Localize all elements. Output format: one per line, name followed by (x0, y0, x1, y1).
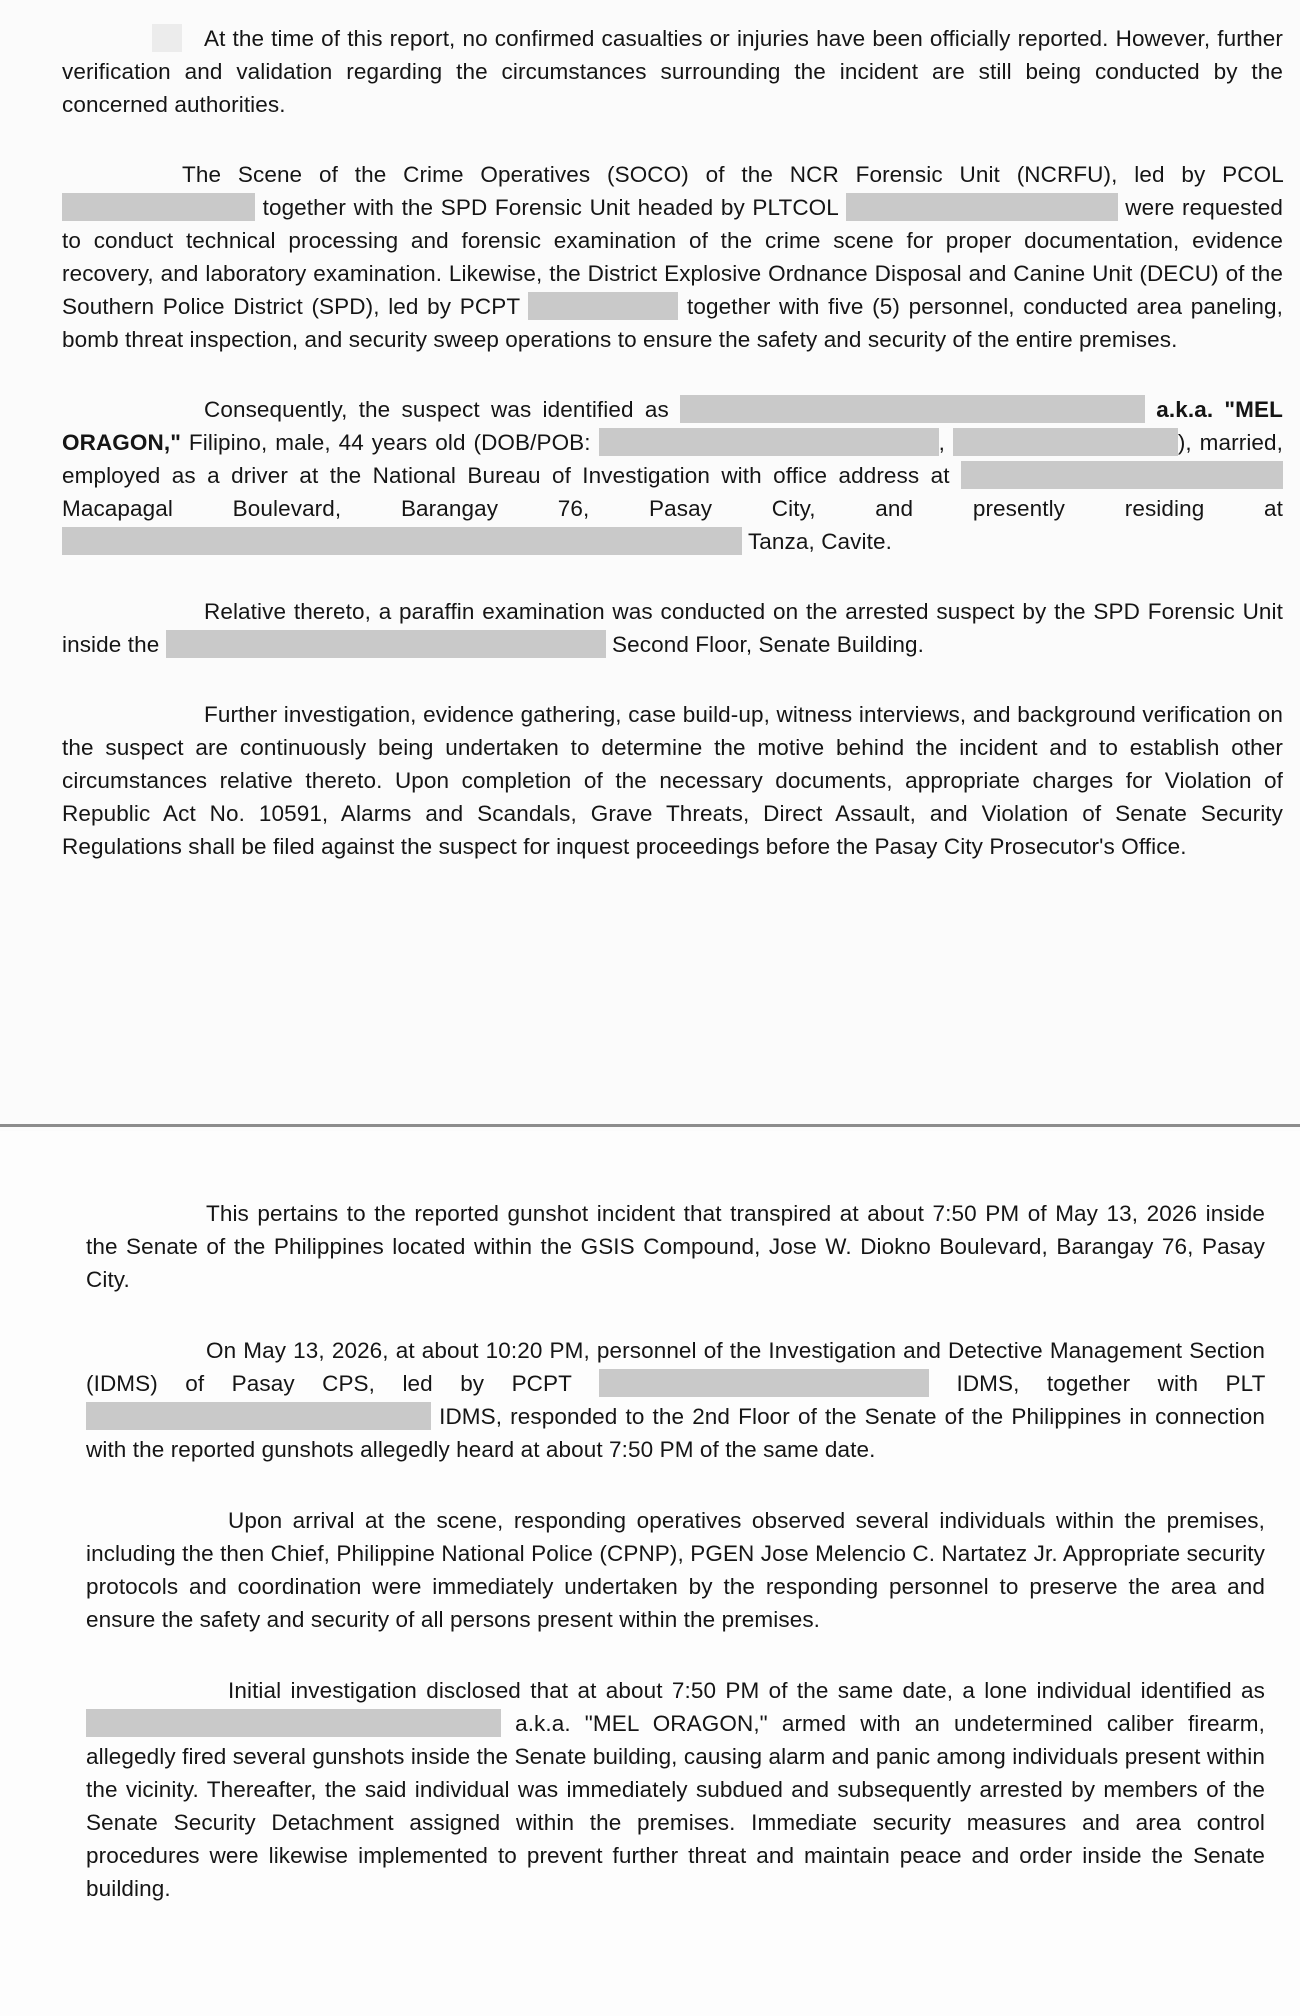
page-divider (0, 1124, 1300, 1127)
suspect-text-6: Tanza, Cavite. (747, 529, 892, 554)
initial-investigation-paragraph (86, 1674, 1265, 1905)
redaction-box (152, 24, 182, 52)
initial-investigation-text-1: Initial investigation disclosed that at about 7:50 PM of the same date, a lone individual identified as (228, 1678, 1265, 1703)
redaction-box (953, 428, 1178, 456)
initial-investigation-text-2: a.k.a. "MEL ORAGON," armed with an undetermined caliber firearm, allegedly fired several gunshots inside the Senate building, causing alarm and panic among individuals present within the vicinity. Thereafter, the said individual was immediately subdued and subsequently arrested by members of the Senate Security Detachment assigned within the premises. Immediate security measures and area control procedures were likewise implemented to prevent further threat and maintain peace and order inside the Senate building. (86, 1711, 1266, 1901)
idms-text-2: IDMS, together with PLT (956, 1371, 1266, 1396)
soco-text-4: together with five (5) personnel, conducted area paneling, bomb threat inspection, and security sweep operations to ensure the safety and security of the entire premises. (62, 294, 1283, 352)
redaction-box (680, 395, 1145, 423)
lower-column (86, 1197, 1265, 1905)
arrival-text: Upon arrival at the scene, responding operatives observed several individuals within the premises, including the then Chief, Philippine National Police (CPNP), PGEN Jose Melencio C. Nartatez Jr. Appropriate security protocols and coordination were immediately undertaken by the responding personnel to preserve the area and ensure the safety and security of all persons present within the premises. (86, 1508, 1265, 1632)
gunshot-incident-paragraph (86, 1197, 1265, 1296)
casualties-paragraph (62, 22, 1283, 121)
soco-text-2: together with the SPD Forensic Unit headed by PLTCOL (262, 195, 839, 220)
redaction-box (599, 428, 939, 456)
idms-text-3: IDMS, responded to the 2nd Floor of the Senate of the Philippines in connection with the reported gunshots allegedly heard at about 7:50 PM of the same date. (86, 1404, 1265, 1462)
suspect-text-5: Macapagal Boulevard, Barangay 76, Pasay City, and presently residing at (62, 496, 1283, 521)
paraffin-text-1: Relative thereto, a paraffin examination was conducted on the arrested suspect by the SPD Forensic Unit inside the (62, 599, 1283, 657)
paraffin-paragraph (62, 595, 1283, 661)
redaction-box (961, 461, 1283, 489)
upper-column (62, 22, 1283, 863)
redaction-box (599, 1369, 929, 1397)
idms-response-paragraph (86, 1334, 1265, 1466)
suspect-paragraph: Consequently, the suspect was identified as a.k.a. "MEL ORAGON," Filipino, male, 44 years old (DOB/POB: , ), married, employed as a driver at the National Bureau of Investigation with office address at Macapagal Boulevard, Barangay 76, Pasay City, and presently residing at Tanza, Cavite. (62, 397, 1283, 554)
arrival-paragraph (86, 1504, 1265, 1636)
idms-text-1: On May 13, 2026, at about 10:20 PM, personnel of the Investigation and Detective Management Section (IDMS) of Pasay CPS, led by PCPT (86, 1338, 1265, 1396)
gunshot-incident-text: This pertains to the reported gunshot incident that transpired at about 7:50 PM of May 13, 2026 inside the Senate of the Philippines located within the GSIS Compound, Jose W. Diokno Boulevard, Barangay 76, Pasay City. (86, 1201, 1265, 1292)
suspect-alias: a.k.a. "MEL ORAGON," (62, 397, 1283, 455)
redaction-box (166, 630, 606, 658)
suspect-text-3: Filipino, male, 44 years old (DOB/POB: (188, 430, 591, 455)
paraffin-text-2: Second Floor, Senate Building. (612, 632, 925, 657)
soco-text-3: were requested to conduct technical processing and forensic examination of the crime scene for proper documentation, evidence recovery, and laboratory examination. Likewise, the District Explosive Ordnance Disposal and Canine Unit (DECU) of the Southern Police District (SPD), led by PCPT (62, 195, 1284, 319)
investigation-text: Further investigation, evidence gathering, case build-up, witness interviews, and background verification on the suspect are continuously being undertaken to determine the motive behind the incident and to establish other circumstances relative thereto. Upon completion of the necessary documents, appropriate charges for Violation of Republic Act No. 10591, Alarms and Scandals, Grave Threats, Direct Assault, and Violation of Senate Security Regulations shall be filed against the suspect for inquest proceedings before the Pasay City Prosecutor's Office. (62, 702, 1283, 859)
soco-paragraph (62, 158, 1283, 356)
redaction-box (846, 193, 1118, 221)
redaction-box (86, 1402, 431, 1430)
suspect-text-1: Consequently, the suspect was identified as (204, 397, 669, 422)
report-page-lower (0, 1131, 1300, 2016)
redaction-box (62, 527, 742, 555)
paragraph-indent (62, 22, 204, 55)
casualties-text: At the time of this report, no confirmed casualties or injuries have been officially reported. However, further verification and validation regarding the circumstances surrounding the incident are still being conducted by the concerned authorities. (62, 26, 1283, 117)
redaction-box (62, 193, 255, 221)
suspect-text-4: ), married, employed as a driver at the National Bureau of Investigation with office address at (62, 430, 1283, 488)
soco-text-1: The Scene of the Crime Operatives (SOCO) of the NCR Forensic Unit (NCRFU), led by PCOL (182, 162, 1283, 187)
redaction-box (86, 1709, 501, 1737)
redaction-box (528, 292, 678, 320)
investigation-paragraph (62, 698, 1283, 863)
